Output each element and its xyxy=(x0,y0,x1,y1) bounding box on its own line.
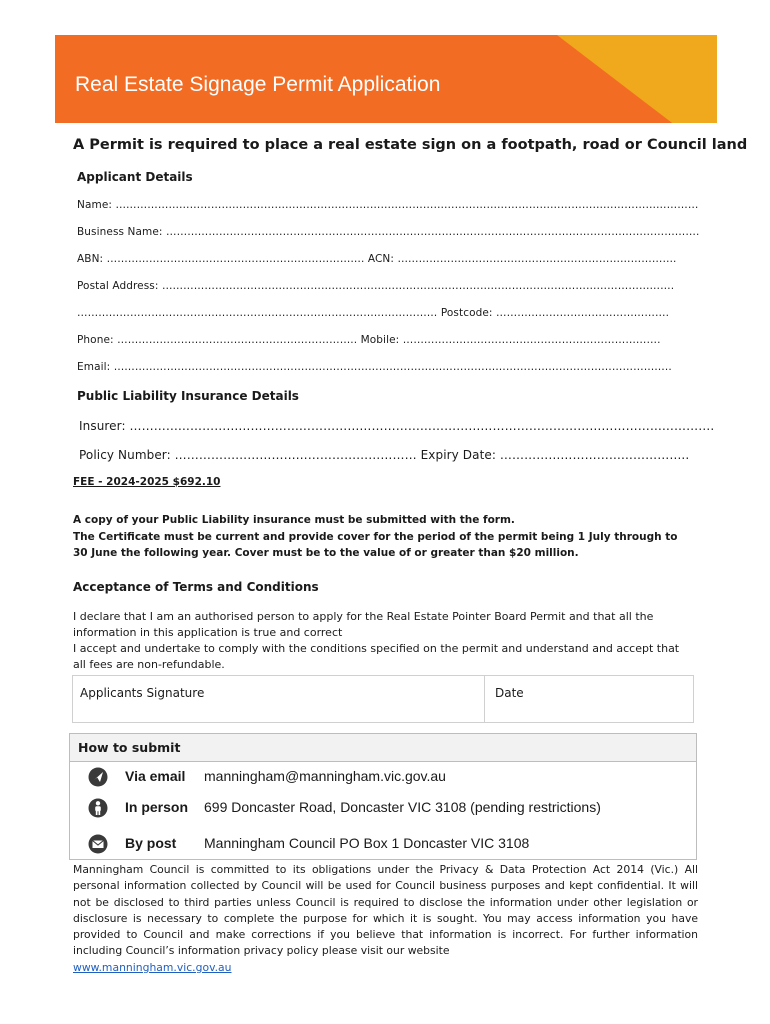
how-to-submit-header xyxy=(70,734,696,762)
terms-declaration xyxy=(73,609,688,673)
signature-box xyxy=(72,675,694,723)
permit-requirement-heading: A Permit is required to place a real estate sign on a footpath, road or Council land xyxy=(73,137,748,153)
name-field[interactable]: Name: ………………………………………………………………………………………………………………………………………………… xyxy=(77,199,699,211)
submit-email-address[interactable]: manningham@manningham.vic.gov.au xyxy=(204,768,446,784)
phone-mobile-field[interactable]: Phone: ………………………………………………………….. Mobile: ………………………………………………………………. xyxy=(77,334,661,346)
terms-heading: Acceptance of Terms and Conditions xyxy=(73,580,319,594)
postal-address-field[interactable]: Postal Address: ………………………………………………………………………………………………………………………………. xyxy=(77,280,675,292)
header-banner xyxy=(55,35,717,123)
terms-paragraph-1: I declare that I am an authorised person to apply for the Real Estate Pointer Board Permit and that all the information in this application is true and correct xyxy=(73,610,654,639)
submit-office-address: 699 Doncaster Road, Doncaster VIC 3108 (pending restrictions) xyxy=(204,799,601,815)
insurance-notice-line2: The Certificate must be current and provide cover for the period of the permit being 1 July through to 30 June the following year. Cover must be to the value of or greater than $20 million. xyxy=(73,530,678,559)
banner-accent-shape xyxy=(557,35,717,123)
applicant-details-heading: Applicant Details xyxy=(77,170,193,184)
address-postcode-field[interactable]: ………………………………………………………………………………………… Postcode: …………………………………………. xyxy=(77,307,670,319)
policy-expiry-field[interactable]: Policy Number: …………………………………………………… Expiry Date: ……………………………………….. xyxy=(79,448,690,462)
insurer-field[interactable]: Insurer: ………………………………………………………………………………………………………………………………. xyxy=(79,419,715,433)
insurance-notice xyxy=(73,512,693,562)
submit-method-email: Via email xyxy=(125,768,186,784)
submit-postal-address: Manningham Council PO Box 1 Doncaster VIC 3108 xyxy=(204,835,530,851)
submit-method-in-person: In person xyxy=(125,799,189,815)
insurance-notice-line1: A copy of your Public Liability insurance must be submitted with the form. xyxy=(73,514,515,526)
abn-acn-field[interactable]: ABN: ………………………………………………………………. ACN: ……………………………………………………………………. xyxy=(77,253,677,265)
email-field[interactable]: Email: ………………………………………………………………………………………………………………………………………….. xyxy=(77,361,672,373)
page-title: Real Estate Signage Permit Application xyxy=(75,73,441,96)
privacy-text: Manningham Council is committed to its obligations under the Privacy & Data Protection Act 2014 (Vic.) All personal information collected by Council will be used for Council business purposes and kept confidential. It will not be disclosed to third parties unless Council is required to disclose the information under other legislation or disclosure is necessary to complete the purpose for which it is sought. You may access information you have provided to Council and make corrections if you believe that information is incorrect. For further information including Council’s information privacy policy please visit our website xyxy=(73,863,698,958)
how-to-submit-box xyxy=(69,733,697,860)
insurance-details-heading: Public Liability Insurance Details xyxy=(77,389,299,403)
submit-method-post: By post xyxy=(125,835,177,851)
website-link[interactable]: www.manningham.vic.gov.au xyxy=(73,960,232,974)
date-label: Date xyxy=(495,686,524,700)
fee-text: FEE - 2024-2025 $692.10 xyxy=(73,476,221,488)
business-name-field[interactable]: Business Name: ……………………………………………………………………………………………………………………………………. xyxy=(77,226,700,238)
signature-label: Applicants Signature xyxy=(80,686,205,700)
person-icon xyxy=(88,798,108,818)
privacy-statement xyxy=(73,862,698,976)
terms-paragraph-2: I accept and undertake to comply with the conditions specified on the permit and understand and accept that all fees are non-refundable. xyxy=(73,642,680,671)
send-icon xyxy=(88,767,108,787)
mail-icon xyxy=(88,834,108,854)
signature-divider xyxy=(484,676,485,722)
how-to-submit-heading: How to submit xyxy=(78,740,181,755)
